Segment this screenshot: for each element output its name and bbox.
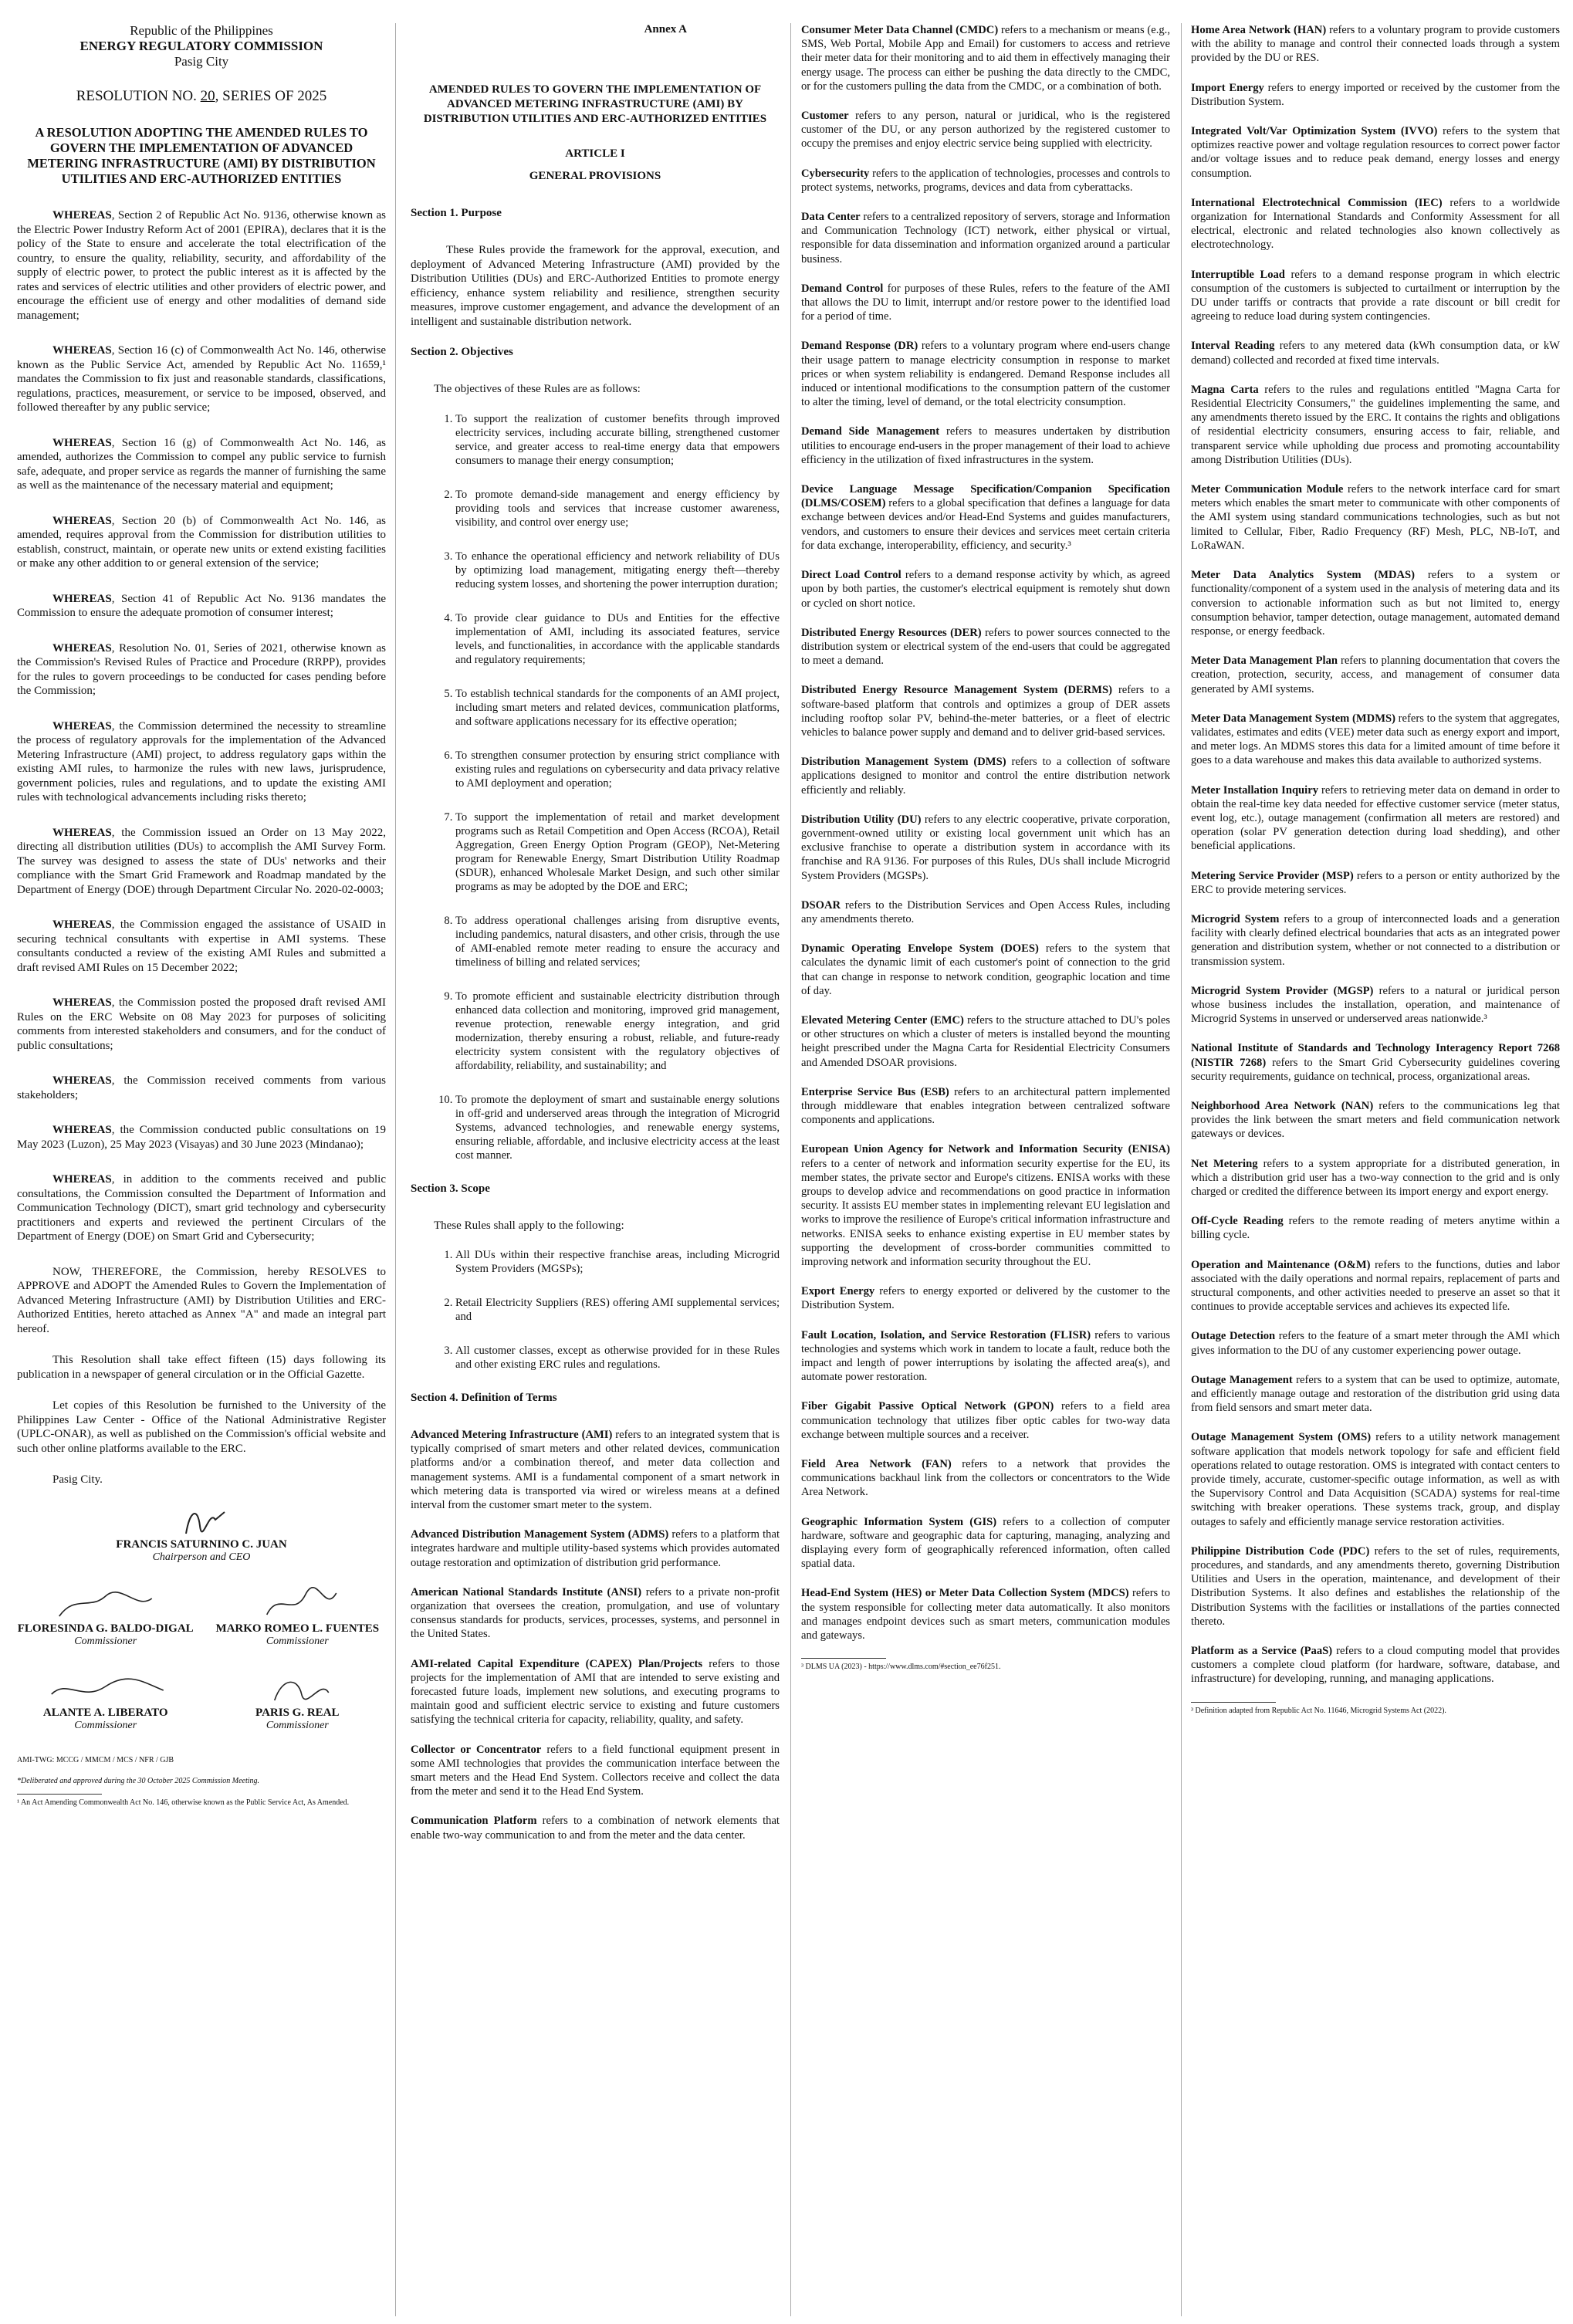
definition-text: refers to the functions, duties and labor associated with the daily operations and normal repairs, replacement of parts and structural components, and other activities needed to preserve an asset so that it continues to provide acceptable services and achieves its expected life. — [1191, 1258, 1560, 1314]
commissioner-signatures-row-1 — [17, 1587, 386, 1648]
footnote-divider — [801, 1658, 886, 1659]
definition-entry — [1191, 1099, 1560, 1142]
definition-term: Operation and Maintenance (O&M) — [1191, 1258, 1371, 1271]
definition-term: Advanced Distribution Management System (ADMS) — [411, 1528, 669, 1541]
definition-text: refers to energy imported or received by the customer from the Distribution System. — [1191, 81, 1560, 108]
definition-term: Head-End System (HES) or Meter Data Collection System (MDCS) — [801, 1587, 1129, 1600]
definition-text: refers to power sources connected to the distribution system or electrical system of the end-users that could be aggregated to meet a demand. — [801, 626, 1170, 668]
definition-entry — [1191, 783, 1560, 854]
definition-term: Distribution Utility (DU) — [801, 813, 922, 826]
definition-text: refers to a person or entity authorized by the ERC to provide metering services. — [1191, 869, 1560, 896]
whereas-lead: WHEREAS — [52, 209, 112, 222]
definition-term: Outage Detection — [1191, 1330, 1276, 1343]
definition-text: refers to the rules and regulations entitled "Magna Carta for Residential Electricity Consumers," the guidelines implementing the same, and any amendments thereto issued by the ERC. It contains the rights and obligations of residential electricity consumers, ensuring access to fair, reliable, and transparent service while upholding due process and promoting accountability among Distribution Utilities (DUs). — [1191, 383, 1560, 466]
commissioner-signature-block: ALANTE A. LIBERATO Commissioner — [17, 1671, 194, 1732]
whereas-lead: WHEREAS — [52, 719, 112, 732]
definitions-list — [411, 1428, 780, 1842]
definition-term: Collector or Concentrator — [411, 1743, 542, 1756]
definition-text: refers to the application of technologies, processes and controls to protect systems, networks, programs, devices and data from cyberattacks. — [801, 167, 1170, 194]
definition-term: Meter Data Analytics System (MDAS) — [1191, 569, 1416, 582]
definition-entry — [801, 568, 1170, 611]
chair-signature-block: FRANCIS SATURNINO C. JUAN Chairperson and CEO — [17, 1503, 386, 1564]
definition-term: Demand Control — [801, 282, 884, 295]
definition-term: Communication Platform — [411, 1815, 537, 1828]
definition-term: Interruptible Load — [1191, 268, 1285, 281]
definition-term: Meter Data Management Plan — [1191, 655, 1338, 668]
objective-item: 7. To support the implementation of retail and market development programs such as Retail Competition and Open Access (RCOA), Retail Aggregation, Green Energy Option Program (GEOP), Net-Metering program for Renewable Energy, Smart Distribution Utility Roadmap (SDUR), enhanced Wholesale Market Design, and such other similar programs as may be adopted by the DOE and ERC; — [455, 810, 780, 894]
definition-term: Demand Response (DR) — [801, 340, 918, 353]
definition-entry — [1191, 268, 1560, 324]
definitions-list — [1191, 23, 1560, 1686]
definition-entry — [801, 1515, 1170, 1571]
footnote: ³ Definition adapted from Republic Act No. 11646, Microgrid Systems Act (2022). — [1191, 1706, 1446, 1715]
whereas-text: , Section 2 of Republic Act No. 9136, otherwise known as the Electric Power Industry Reform Act of 2001 (EPIRA), declares that it is the policy of the State to ensure and accelerate the total electrification of the country, to ensure the quality, reliability, security, and affordability of the supply of electric power, to protect the public interest as it is affected by the rates and services of electric utilities and other providers of electric power, and encourage the efficient use of energy and other modalities of demand side management; — [17, 209, 386, 322]
definition-term: Integrated Volt/Var Optimization System (IVVO) — [1191, 125, 1438, 138]
section-2-heading: Section 2. Objectives — [411, 346, 513, 358]
whereas-text: , the Commission conducted public consultations on 19 May 2023 (Luzon), 25 May 2023 (Visayas) and 30 June 2023 (Mindanao); — [17, 1124, 386, 1151]
whereas-text: , Section 16 (c) of Commonwealth Act No. 146, otherwise known as the Public Service Act, amended by Republic Act No. 11659,¹ mandates the Commission to fix just and reasonable standards, classifications, regulations, practices, measurement, or service to be imposed, observed, and followed thereafter by any public service; — [17, 344, 386, 414]
definition-entry — [801, 167, 1170, 195]
definition-text: refers to the system that calculates the dynamic limit of each customer's point of connection to the grid that can change in response to network condition, geographic location and time of day. — [801, 942, 1170, 997]
definition-term: Geographic Information System (GIS) — [801, 1515, 997, 1528]
section-4-heading: Section 4. Definition of Terms — [411, 1392, 557, 1404]
objective-item: 6. To strengthen consumer protection by ensuring strict compliance with existing rules and regulations on cybersecurity and data privacy relative to AMI deployment and operation; — [455, 749, 780, 790]
whereas-text: , the Commission received comments from various stakeholders; — [17, 1074, 386, 1101]
definition-entry — [1191, 196, 1560, 252]
resolution-column — [17, 23, 386, 2316]
definition-entry — [801, 282, 1170, 324]
definition-entry — [1191, 339, 1560, 367]
definition-term: Neighborhood Area Network (NAN) — [1191, 1099, 1374, 1112]
definition-text: refers to a voluntary program to provide customers with the ability to manage and control their connected loads through a system provided by the DU or RES. — [1191, 24, 1560, 65]
definition-entry — [1191, 482, 1560, 553]
section-3-heading: Section 3. Scope — [411, 1182, 490, 1195]
definition-text: refers to a combination of network elements that enable two-way communication to and from the meter and the data center. — [411, 1815, 780, 1842]
definition-text: refers to a private non-profit organization that oversees the creation, promulgation, and use of voluntary consensus standards for products, services, processes, systems, and personnel in the United States. — [411, 1585, 780, 1641]
definition-entry — [801, 339, 1170, 409]
definition-entry — [1191, 1157, 1560, 1199]
definition-text: refers to the communications leg that provides the link between the smart meters and field communication network gateways or devices. — [1191, 1099, 1560, 1141]
scope-item: 1. All DUs within their respective franchise areas, including Microgrid System Providers (MGSPs); — [455, 1248, 780, 1276]
definition-entry — [801, 1085, 1170, 1128]
definition-entry — [1191, 654, 1560, 696]
definition-entry — [801, 1586, 1170, 1642]
objective-item: 1. To support the realization of customer benefits through improved electricity services, including accurate billing, strengthened customer service, and greater access to real-time energy data that empowers consumers to manage their energy consumption; — [455, 412, 780, 468]
definition-text: refers to the system that aggregates, validates, estimates and edits (VEE) meter data such as energy export and import, and meter logs. An MDMS stores this data for a limited amount of time before it goes to a data warehouse and makes this data available to authorized systems. — [1191, 712, 1560, 767]
definition-term: Net Metering — [1191, 1157, 1258, 1170]
definition-text: refers to the set of rules, requirements, procedures, and standards, and any amendments thereto, governing Distribution Utilities and Users in the operation, maintenance, and development of their Distribution Systems. It also defines and establishes the relationship of the Distribution Systems with the facilities or installations of the parties connected thereto. — [1191, 1544, 1560, 1628]
definition-term: Meter Data Management System (MDMS) — [1191, 712, 1395, 725]
commissioner-signature — [209, 1671, 386, 1707]
whereas-lead: WHEREAS — [52, 1124, 112, 1136]
definition-entry — [801, 626, 1170, 668]
whereas-text: , Section 41 of Republic Act No. 9136 mandates the Commission to ensure the adequate promotion of consumer interest; — [17, 592, 386, 619]
definition-text: refers to a demand response activity by which, as agreed upon by both parties, the customer's electrical equipment is remotely shut down or cycled on short notice. — [801, 569, 1170, 610]
definition-entry — [1191, 912, 1560, 969]
definition-term: Demand Side Management — [801, 425, 940, 438]
definition-entry — [1191, 124, 1560, 181]
footnote: ¹ An Act Amending Commonwealth Act No. 146, otherwise known as the Public Service Act, As Amended. — [17, 1798, 350, 1807]
definition-entry — [801, 482, 1170, 553]
definition-text: refers to any metered data (kWh consumption data, or kW demand) collected and recorded at fixed time intervals. — [1191, 340, 1560, 367]
letterhead — [17, 23, 386, 69]
definition-term: Consumer Meter Data Channel (CMDC) — [801, 24, 999, 36]
definition-term: Import Energy — [1191, 81, 1264, 94]
definition-text: refers to a voluntary program where end-users change their usage pattern to manage electricity consumption in response to market prices or when system reliability is endangered. Demand Response includes all induced or intentional modifications to the consumption pattern of the customer to alter the timing, level of demand, or the total electricity consumption. — [801, 340, 1170, 409]
definition-entry — [801, 1399, 1170, 1442]
definition-entry — [1191, 1258, 1560, 1314]
definition-text: refers to the feature of a smart meter through the AMI which gives information to the DU of any customer experiencing power outage. — [1191, 1330, 1560, 1357]
whereas-clause — [17, 1074, 386, 1102]
definition-entry — [801, 425, 1170, 467]
definition-text: refers to a global specification that defines a language for data exchange between devices and/or Head-End Systems and guides manufacturers, vendors, and customers to ensure their devices and services meet certain criteria for data exchange, interoperability, efficiency, and security.³ — [801, 497, 1170, 552]
definition-text: refers to any person, natural or juridical, who is the registered customer of the DU, or any person authorized by the registered customer to occupy the premises and enjoy electric service being supplied with electricity. — [801, 110, 1170, 151]
whereas-text: , Section 20 (b) of Commonwealth Act No. 146, as amended, requires approval from the Commission for distribution utilities to establish, construct, maintain, or operate new units or extend existing facilities or make any other addition to or general extension of the service; — [17, 514, 386, 570]
whereas-lead: WHEREAS — [52, 1173, 112, 1186]
objective-item: 9. To promote efficient and sustainable electricity distribution through enhanced data collection and monitoring, improved grid management, revenue protection, renewable energy integration, and grid modernization, thereby ensuring a robust, reliable, and future-ready electricity system consistent with the regulatory objectives of affordability, reliability, and sustainability; and — [455, 989, 780, 1073]
definition-entry — [801, 898, 1170, 926]
resolution-number: RESOLUTION NO. 20, SERIES OF 2025 — [76, 88, 327, 104]
definition-term: Customer — [801, 110, 849, 123]
definition-entry — [1191, 1644, 1560, 1686]
definition-term: Magna Carta — [1191, 383, 1259, 396]
section-2-intro: The objectives of these Rules are as follows: — [434, 383, 641, 395]
whereas-clause — [17, 436, 386, 493]
definition-term: Meter Communication Module — [1191, 483, 1344, 496]
definition-term: Off-Cycle Reading — [1191, 1215, 1284, 1228]
definition-text: refers to those projects for the implementation of AMI that are intended to serve existing and forecasted future loads, implement new solutions, and executing programs to maintain good and sufficient electric service to existing and future customers satisfying the technical criteria for capacity, reliability, quality, and safety. — [411, 1657, 780, 1727]
definition-text: refers to a software-based platform that controls and optimizes a group of DER assets including rooftop solar PV, behind-the-meter batteries, or a fleet of electric vehicles to balance power supply and demand and to deliver grid-based services. — [801, 684, 1170, 739]
definition-term: Outage Management System (OMS) — [1191, 1431, 1372, 1444]
commission-name: ENERGY REGULATORY COMMISSION — [79, 39, 323, 53]
copies-clause: Let copies of this Resolution be furnished to the University of the Philippines Law Center - Office of the National Administrative Register (UPLC-ONAR), as well as published on the Commission's official website and such other online platforms available to the ERC. — [17, 1399, 386, 1455]
definition-term: Distribution Management System (DMS) — [801, 756, 1006, 769]
definition-text: refers to the system that optimizes reactive power and voltage regulation resources to correct power factor and/or voltage issues and to reduce peak demand, energy losses and energy consumption. — [1191, 125, 1560, 180]
definition-term: AMI-related Capital Expenditure (CAPEX) Plan/Projects — [411, 1657, 703, 1670]
definition-text: refers to retrieving meter data on demand in order to obtain the real-time key data needed for effective customer service (meter status, event log, etc.), outage management (confirmation all meters are restored) and operation (solar PV generation detection during load shedding), and other beneficial applications. — [1191, 783, 1560, 853]
definition-text: refers to a collection of computer hardware, software and geographic data for capturing, managing, analyzing and displaying every form of geographically referenced information, often called spatial data. — [801, 1515, 1170, 1571]
definition-text: refers to a centralized repository of servers, storage and Information and Communication Technology (ICT) network, either physical or virtual, responsible for data dissemination and information organized around a particular business. — [801, 211, 1170, 266]
annex-rules-column — [411, 23, 780, 2316]
whereas-clause — [17, 1123, 386, 1152]
section-3-intro: These Rules shall apply to the following: — [434, 1219, 624, 1232]
definition-term: Meter Installation Inquiry — [1191, 783, 1319, 797]
definition-term: Distributed Energy Resource Management System (DERMS) — [801, 684, 1112, 697]
definition-term: Dynamic Operating Envelope System (DOES) — [801, 942, 1039, 956]
definition-term: DSOAR — [801, 898, 841, 912]
article-title: GENERAL PROVISIONS — [529, 170, 661, 182]
objective-item: 3. To enhance the operational efficiency and network reliability of DUs by optimizing load management, mitigating energy theft—thereby reducing system losses, and shortening the power interruption duration; — [455, 550, 780, 591]
commissioner-signature-block: PARIS G. REAL Commissioner — [209, 1671, 386, 1732]
definition-text: refers to the network interface card for smart meters which enables the smart meter to communicate with other components of the AMI system using standard communications technologies, such as but not limited to Cellular, Fiber, Radio Frequency (RF) Mesh, PLC, NB-IoT, and LoRaWAN. — [1191, 483, 1560, 552]
definition-term: Cybersecurity — [801, 167, 870, 180]
definition-entry — [1191, 383, 1560, 467]
definition-term: Field Area Network (FAN) — [801, 1458, 952, 1471]
effectivity-clause: This Resolution shall take effect fifteen (15) days following its publication in a newspaper of general circulation or in the Official Gazette. — [17, 1354, 386, 1381]
whereas-clause — [17, 514, 386, 571]
whereas-text: , Resolution No. 01, Series of 2021, otherwise known as the Commission's Revised Rules of Practice and Procedure (RRPP), provides for the rules to govern proceedings to be conducted for cases pending before the Commission; — [17, 641, 386, 697]
scope-list — [411, 1248, 780, 1372]
definition-entry — [801, 1013, 1170, 1070]
whereas-clause — [17, 343, 386, 415]
objective-item: 4. To provide clear guidance to DUs and Entities for the effective implementation of AMI, including its associated features, service levels, and functionalities, in accordance with the applicable standards and regulatory requirements; — [455, 611, 780, 667]
republic-line: Republic of the Philippines — [130, 23, 273, 38]
definition-entry — [801, 109, 1170, 151]
definition-text: refers to measures undertaken by distribution utilities to encourage end-users in the proper management of their load to achieve efficiency in the utilization of fixed infrastructures in the system. — [801, 425, 1170, 466]
whereas-clause — [17, 996, 386, 1053]
whereas-clause — [17, 641, 386, 699]
definition-entry — [801, 1284, 1170, 1312]
twg-initials: AMI-TWG: MCCG / MMCM / MCS / NFR / GJB — [17, 1755, 174, 1764]
whereas-text: , the Commission posted the proposed draft revised AMI Rules on the ERC Website on 08 May 2023 for purposes of soliciting comments from interested stakeholders and consumers, and for the conduct of public consultations; — [17, 996, 386, 1052]
definition-entry — [801, 942, 1170, 998]
definition-term: Data Center — [801, 211, 861, 224]
whereas-text: , Section 16 (g) of Commonwealth Act No. 146, as amended, authorizes the Commission to compel any public service to furnish safe, adequate, and proper service as regards the manner of furnishing the same as well as the maintenance of the necessary material and equipment; — [17, 436, 386, 492]
objective-item: 10. To promote the deployment of smart and sustainable energy solutions in off-grid and underserved areas through the integration of Microgrid Systems, advanced technologies, and renewable energy systems, ensuring reliable, affordable, and inclusive electricity access at the least cost manner. — [455, 1093, 780, 1162]
footnote-divider — [1191, 1702, 1276, 1703]
definition-term: Metering Service Provider (MSP) — [1191, 869, 1354, 882]
whereas-lead: WHEREAS — [52, 996, 112, 1009]
definition-text: refers to a cloud computing model that provides customers a complete cloud platform (for hardware, software, database, and infrastructure) for developing, running, and managing applications. — [1191, 1645, 1560, 1686]
definition-term: Advanced Metering Infrastructure (AMI) — [411, 1429, 613, 1441]
whereas-lead: WHEREAS — [52, 1074, 112, 1087]
definition-entry — [1191, 81, 1560, 109]
definition-text: for purposes of these Rules, refers to the feature of the AMI that allows the DU to limit, interrupt and/or restore power to the identified load for a period of time. — [801, 282, 1170, 323]
annex-label: Annex A — [644, 23, 687, 36]
definition-text: refers to planning documentation that covers the creation, protection, security, access, and management of consumer data generated by AMI systems. — [1191, 655, 1560, 695]
definition-term: Device Language Message Specification/Companion Specification (DLMS/COSEM) — [801, 483, 1170, 510]
definition-text: refers to a network that provides the communications backhaul link from the collectors or concentrators to the Wide Area Network. — [801, 1458, 1170, 1499]
definition-entry — [1191, 712, 1560, 768]
definition-term: Home Area Network (HAN) — [1191, 24, 1327, 36]
commissioner-signature — [17, 1671, 194, 1707]
definition-entry — [411, 1743, 780, 1799]
whereas-text: , the Commission determined the necessity to streamline the process of regulatory approvals for the implementation of the Advanced Metering Infrastructure (AMI) project, to address regulatory gaps within the existing AMI rules, to harmonize the rules with new laws, jurisprudence, government policies, rules and regulations, and to update the existing AMI rules with technological advancements including risks thereto; — [17, 719, 386, 803]
definition-entry — [1191, 984, 1560, 1027]
whereas-clause — [17, 918, 386, 975]
definition-term: American National Standards Institute (ANSI) — [411, 1585, 642, 1598]
definition-text: refers to the structure attached to DU's poles or other structures on which a cluster of meters is installed beyond the mounting height prescribed under the Magna Carta for Residential Electricity Consumers and Amended DSOAR provisions. — [801, 1013, 1170, 1069]
definition-text: refers to an architectural pattern implemented through middleware that enables integration between centralized software components and applications. — [801, 1085, 1170, 1127]
whereas-clause — [17, 719, 386, 805]
definition-entry — [1191, 1430, 1560, 1528]
commissioner-signature — [17, 1587, 194, 1622]
definition-entry — [411, 1585, 780, 1642]
scope-item: 3. All customer classes, except as otherwise provided for in these Rules and other existing ERC rules and regulations. — [455, 1344, 780, 1372]
definition-text: refers to a collection of software applications designed to monitor and control the entire distribution network efficiently and reliably. — [801, 756, 1170, 797]
definition-entry — [411, 1527, 780, 1570]
definition-text: refers to the Distribution Services and Open Access Rules, including any amendments thereto. — [801, 898, 1170, 925]
whereas-text: , the Commission engaged the assistance of USAID in securing technical consultants with expertise in AMI systems. These consultants conducted a review of the existing AMI Rules and submitted a draft revised AMI Rules on 15 December 2022; — [17, 918, 386, 974]
definition-entry — [411, 1657, 780, 1727]
definition-term: Philippine Distribution Code (PDC) — [1191, 1544, 1370, 1558]
whereas-lead: WHEREAS — [52, 826, 112, 839]
definitions-column-2 — [801, 23, 1170, 2316]
definition-text: refers to a natural or juridical person whose business includes the installation, operation, and maintenance of Microgrid Systems in unserved or underserved areas nationwide.³ — [1191, 984, 1560, 1026]
definition-term: Elevated Metering Center (EMC) — [801, 1013, 964, 1027]
definition-entry — [411, 1814, 780, 1842]
definition-text: refers to a utility network management software application that models network topology for safe and efficient field operations related to outage restoration. OMS is integrated with contact centers to provide timely, accurate, customer-specific outage information, as well as with the Supervisory Control and Data Acquisition (SCADA) systems for real-time switching with breaker operations. These systems track, group, and display outages to safely and efficiently manage service restoration activities. — [1191, 1431, 1560, 1528]
section-1-text: These Rules provide the framework for the approval, execution, and deployment of Advanced Metering Infrastructure (AMI) provided by the Distribution Utilities (DUs) and ERC-Authorized Entities to promote energy efficiency, enhance system reliability and resilience, strengthen security measures, improve customer engagement, and advance the development of an intelligent and sustainable distribution network. — [411, 244, 780, 328]
place-line: Pasig City. — [52, 1473, 103, 1486]
definition-entry — [1191, 1373, 1560, 1416]
definition-entry — [1191, 1544, 1560, 1629]
definition-term: Distributed Energy Resources (DER) — [801, 626, 982, 639]
objectives-list — [411, 412, 780, 1162]
article-number: ARTICLE I — [565, 147, 625, 160]
definition-term: Outage Management — [1191, 1373, 1293, 1386]
definition-text: refers to a field functional equipment present in some AMI technologies that provides the communication interface between the smart meters and the Head End System. Collectors receive and collect the data from the meter and send it to the Head End System. — [411, 1743, 780, 1798]
deliberation-note: *Deliberated and approved during the 30 October 2025 Commission Meeting. — [17, 1776, 260, 1785]
commissioner-signature-block: MARKO ROMEO L. FUENTES Commissioner — [209, 1587, 386, 1648]
definition-term: Microgrid System — [1191, 912, 1280, 925]
definition-entry — [1191, 568, 1560, 638]
definition-text: refers to a field area communication technology that utilizes fiber optic cables for two-way data exchange between multiple sources and a receiver. — [801, 1400, 1170, 1441]
definition-term: Enterprise Service Bus (ESB) — [801, 1085, 949, 1098]
definition-text: refers to a mechanism or means (e.g., SMS, Web Portal, Mobile App and Email) for customers to access and retrieve their meter data for their monitoring and to aid them in effectively managing their energy usage. The process can either be pushing the data directly to the CMDC, or for the customers pulling the data from the CMDC, or a combination of both. — [801, 24, 1170, 93]
definition-text: refers to the system responsible for collecting meter data automatically. It also monitors and manages endpoint devices such as smart meters, communication modules and gateways. — [801, 1587, 1170, 1642]
whereas-lead: WHEREAS — [52, 918, 112, 931]
definition-entry — [801, 1328, 1170, 1385]
objective-item: 8. To address operational challenges arising from disruptive events, including pandemics, natural disasters, and other crisis, through the use of AMI-enabled remote meter reading to ensure the accuracy and timeliness of billing and related services; — [455, 914, 780, 969]
definition-entry — [1191, 1214, 1560, 1242]
definition-text: refers to a center of network and information security expertise for the EU, its member states, the private sector and Europe's citizens. ENISA works with these groups to develop advice and recommendations on good practice in information security. It assists EU member states in implementing relevant EU legislation and works to improve the resilience of Europe's critical information infrastructure and networks. ENISA seeks to enhance existing expertise in EU member states by supporting the development of cross-border communities committed to improving network and information security throughout the EU. — [801, 1157, 1170, 1269]
rules-title: AMENDED RULES TO GOVERN THE IMPLEMENTATION OF ADVANCED METERING INFRASTRUCTURE (AMI) BY DISTRIBUTION UTILITIES AND ERC-AUTHORIZED ENTITIES — [423, 83, 767, 125]
definition-entry — [801, 23, 1170, 93]
now-therefore-clause: NOW, THEREFORE, the Commission, hereby RESOLVES to APPROVE and ADOPT the Amended Rules to Govern the Implementation of Advanced Metering Infrastructure (AMI) by Distribution Utilities and ERC-Authorized Entities, hereto attached as Annex "A" and made an integral part hereof. — [17, 1265, 386, 1335]
definition-entry — [1191, 23, 1560, 66]
definition-term: European Union Agency for Network and Information Security (ENISA) — [801, 1143, 1170, 1156]
definition-text: refers to a worldwide organization for International Standards and Conformity Assessment for all electrical, electronic and related technologies also known collectively as electrotechnology. — [1191, 196, 1560, 252]
section-1-heading: Section 1. Purpose — [411, 207, 502, 219]
definition-entry — [1191, 869, 1560, 897]
objective-item: 5. To establish technical standards for the components of an AMI project, including smart meters and related devices, communication platforms, and software applications necessary for its effective operation; — [455, 687, 780, 729]
footnote: ³ DLMS UA (2023) - https://www.dlms.com/#section_ee76f251. — [801, 1663, 1001, 1672]
definition-text: refers to various technologies and systems which work in tandem to locate a fault, reduce both the impact and length of power interruptions by isolating the affected area(s), and automate power restoration. — [801, 1328, 1170, 1384]
definition-entry — [1191, 1329, 1560, 1357]
whereas-text: , in addition to the comments received and public consultations, the Commission consulted the Department of Information and Communication Technology (DICT), smart grid technology and cybersecurity practitioners and experts and reviewed the pertinent Circulars of the Department of Energy (DOE) on Smart Grid and Cybersecurity; — [17, 1173, 386, 1243]
definition-term: Export Energy — [801, 1285, 875, 1298]
city-line: Pasig City — [174, 54, 229, 69]
definition-entry — [801, 210, 1170, 266]
definition-text: refers to any electric cooperative, private corporation, government-owned utility or existing local government unit which has an exclusive franchise to operate a distribution system in accordance with its franchise and RA 9136. For purposes of this Rules, DUs shall include Microgrid System Providers (MGSPs). — [801, 813, 1170, 882]
definition-text: refers to a system that can be used to optimize, automate, and efficiently manage outage and restoration of the distribution grid using data from field sensors and smart meter data. — [1191, 1373, 1560, 1415]
definition-term: Fiber Gigabit Passive Optical Network (GPON) — [801, 1400, 1054, 1413]
definition-text: refers to a demand response program in which electric consumption of the customers is subjected to curtailment or interruption by the DU under tariffs or contracts that provide a rate discount or bill credit for agreeing to reduce load during system contingencies. — [1191, 268, 1560, 323]
definition-entry — [801, 1457, 1170, 1500]
whereas-clause — [17, 1172, 386, 1244]
definition-text: refers to a system or functionality/component of a system used in the analysis of metering data and its conversion to actionable information such as but not limited to, energy consumption behavior, tamper detection, outage management, automated demand response, or energy feedback. — [1191, 569, 1560, 638]
definition-term: Platform as a Service (PaaS) — [1191, 1645, 1333, 1658]
definitions-list — [801, 23, 1170, 1642]
definition-term: Microgrid System Provider (MGSP) — [1191, 984, 1374, 997]
whereas-lead: WHEREAS — [52, 344, 112, 357]
definition-text: refers to a platform that integrates hardware and multiple utility-based systems which provides automated outage restoration and optimization of distribution grid performance. — [411, 1528, 780, 1569]
definition-term: Fault Location, Isolation, and Service Restoration (FLISR) — [801, 1328, 1091, 1341]
whereas-lead: WHEREAS — [52, 592, 112, 605]
definition-entry — [1191, 1041, 1560, 1084]
definition-entry — [411, 1428, 780, 1512]
definition-text: refers to an integrated system that is typically comprised of smart meters and other related devices, communication platforms and/or a combination thereof, and meter data collection and management systems. AMI is a fundamental component of a smart network in which metering data is transported via wired or wireless means at a defined interval from the customer smart meter to the system. — [411, 1429, 780, 1512]
definition-text: refers to a system appropriate for a distributed generation, in which a distribution grid user has a two-way connection to the grid and is only charged or credited the difference between its import energy and export energy. — [1191, 1157, 1560, 1198]
scope-item: 2. Retail Electricity Suppliers (RES) offering AMI supplemental services; and — [455, 1296, 780, 1324]
definition-term: National Institute of Standards and Technology Interagency Report 7268 (NISTIR 7268) — [1191, 1042, 1560, 1069]
definition-term: Direct Load Control — [801, 569, 902, 582]
whereas-text: , the Commission issued an Order on 13 May 2022, directing all distribution utilities (DUs) to accomplish the AMI Survey Form. The survey was designed to assess the state of DUs' networks and their compliance with the Smart Grid Framework and Roadmap mandated by the Department of Energy (DOE) through Department Circular No. 2020-02-0003; — [17, 826, 386, 896]
whereas-clause — [17, 592, 386, 621]
definition-term: International Electrotechnical Commission (IEC) — [1191, 196, 1443, 209]
whereas-lead: WHEREAS — [52, 514, 112, 527]
whereas-clause — [17, 208, 386, 323]
definition-text: refers to the remote reading of meters anytime within a billing cycle. — [1191, 1215, 1560, 1242]
definition-entry — [801, 1142, 1170, 1269]
resolution-title: A RESOLUTION ADOPTING THE AMENDED RULES TO GOVERN THE IMPLEMENTATION OF ADVANCED METERING INFRASTRUCTURE (AMI) BY DISTRIBUTION UTILITIES AND ERC-AUTHORIZED ENTITIES — [27, 125, 376, 186]
definition-text: refers to a group of interconnected loads and a generation facility with clearly defined electrical boundaries that acts as an integrated power generation and distribution system, whether or not connected to a distribution or transmission system. — [1191, 912, 1560, 968]
definition-entry — [801, 755, 1170, 797]
whereas-lead: WHEREAS — [52, 641, 112, 655]
chair-signature — [17, 1503, 386, 1538]
commissioner-signature-block: FLORESINDA G. BALDO-DIGAL Commissioner — [17, 1587, 194, 1648]
whereas-lead: WHEREAS — [52, 436, 112, 449]
whereas-clause — [17, 826, 386, 898]
whereas-clauses — [17, 208, 386, 1244]
definition-text: refers to energy exported or delivered by the customer to the Distribution System. — [801, 1285, 1170, 1312]
definitions-column-3 — [1191, 23, 1560, 2316]
definition-entry — [801, 683, 1170, 739]
definition-term: Interval Reading — [1191, 340, 1275, 353]
commissioner-signatures-row-2 — [17, 1671, 386, 1732]
objective-item: 2. To promote demand-side management and energy efficiency by providing tools and services that increase customer awareness, visibility, and control over energy use; — [455, 488, 780, 529]
definition-text: refers to the Smart Grid Cybersecurity guidelines covering security requirements, guidance on technical, process, organizational areas. — [1191, 1056, 1560, 1083]
commissioner-signature — [209, 1587, 386, 1622]
definition-entry — [801, 813, 1170, 883]
footnote-divider — [17, 1794, 102, 1795]
